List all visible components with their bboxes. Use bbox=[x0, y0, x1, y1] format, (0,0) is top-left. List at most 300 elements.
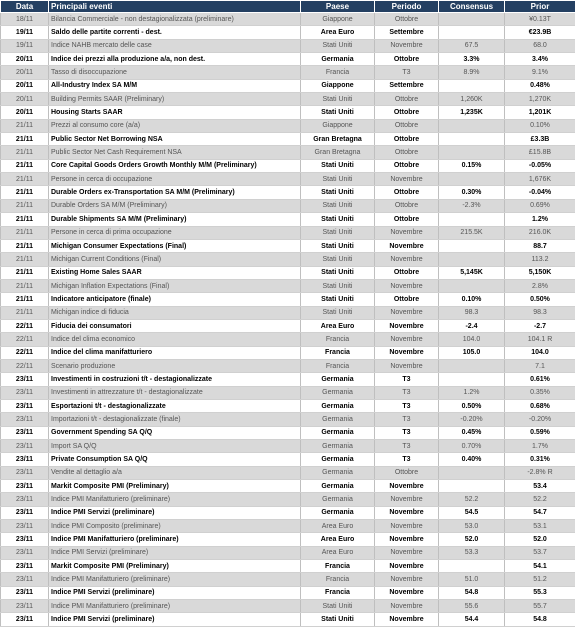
cell-prior: ¥0.13T bbox=[505, 13, 575, 26]
cell-date: 23/11 bbox=[1, 413, 49, 426]
cell-date: 19/11 bbox=[1, 39, 49, 52]
cell-date: 21/11 bbox=[1, 293, 49, 306]
cell-consensus: 53.3 bbox=[439, 546, 505, 559]
cell-period: Novembre bbox=[375, 359, 439, 372]
cell-date: 23/11 bbox=[1, 506, 49, 519]
cell-event: Indice PMI Servizi (preliminare) bbox=[49, 546, 301, 559]
cell-date: 20/11 bbox=[1, 93, 49, 106]
table-row bbox=[1, 546, 575, 559]
cell-date: 22/11 bbox=[1, 346, 49, 359]
cell-prior: 54.8 bbox=[505, 613, 575, 626]
cell-event: Scenario produzione bbox=[49, 359, 301, 372]
cell-country: Area Euro bbox=[301, 26, 375, 39]
cell-date: 20/11 bbox=[1, 66, 49, 79]
cell-consensus bbox=[439, 119, 505, 132]
cell-country: Stati Uniti bbox=[301, 213, 375, 226]
cell-date: 22/11 bbox=[1, 319, 49, 332]
cell-consensus: 52.0 bbox=[439, 533, 505, 546]
cell-event: Tasso di disoccupazione bbox=[49, 66, 301, 79]
cell-consensus bbox=[439, 133, 505, 146]
cell-event: Indice del clima manifatturiero bbox=[49, 346, 301, 359]
table-row bbox=[1, 586, 575, 599]
cell-prior: 52.0 bbox=[505, 533, 575, 546]
header-date: Data bbox=[1, 1, 49, 13]
table-row bbox=[1, 66, 575, 79]
cell-consensus: 0.70% bbox=[439, 440, 505, 453]
table-row bbox=[1, 480, 575, 493]
cell-country: Francia bbox=[301, 573, 375, 586]
cell-prior: 53.7 bbox=[505, 546, 575, 559]
cell-period: Novembre bbox=[375, 346, 439, 359]
cell-date: 23/11 bbox=[1, 440, 49, 453]
table-row bbox=[1, 413, 575, 426]
cell-prior: 7.1 bbox=[505, 359, 575, 372]
cell-consensus bbox=[439, 146, 505, 159]
cell-prior: £3.3B bbox=[505, 133, 575, 146]
cell-consensus bbox=[439, 466, 505, 479]
cell-country: Germania bbox=[301, 386, 375, 399]
table-body bbox=[1, 13, 575, 627]
cell-consensus: 98.3 bbox=[439, 306, 505, 319]
cell-date: 18/11 bbox=[1, 13, 49, 26]
cell-event: Saldo delle partite correnti - dest. bbox=[49, 26, 301, 39]
cell-consensus: -2.4 bbox=[439, 319, 505, 332]
table-row bbox=[1, 106, 575, 119]
cell-period: Ottobre bbox=[375, 53, 439, 66]
cell-country: Francia bbox=[301, 66, 375, 79]
cell-period: Settembre bbox=[375, 79, 439, 92]
cell-event: Michigan Current Conditions (Final) bbox=[49, 253, 301, 266]
cell-country: Germania bbox=[301, 506, 375, 519]
cell-period: Novembre bbox=[375, 333, 439, 346]
cell-event: Vendite al dettaglio a/a bbox=[49, 466, 301, 479]
cell-date: 23/11 bbox=[1, 586, 49, 599]
cell-country: Stati Uniti bbox=[301, 279, 375, 292]
cell-consensus bbox=[439, 480, 505, 493]
cell-country: Germania bbox=[301, 413, 375, 426]
table-row bbox=[1, 346, 575, 359]
table-row bbox=[1, 239, 575, 252]
cell-event: Core Capital Goods Orders Growth Monthly M/M (Preliminary) bbox=[49, 159, 301, 172]
cell-prior: 1,201K bbox=[505, 106, 575, 119]
cell-consensus: 0.10% bbox=[439, 293, 505, 306]
cell-period: T3 bbox=[375, 373, 439, 386]
cell-country: Stati Uniti bbox=[301, 93, 375, 106]
cell-date: 21/11 bbox=[1, 146, 49, 159]
cell-date: 23/11 bbox=[1, 533, 49, 546]
cell-event: Durable Shipments SA M/M (Preliminary) bbox=[49, 213, 301, 226]
table-row bbox=[1, 520, 575, 533]
cell-prior: 0.68% bbox=[505, 399, 575, 412]
cell-consensus: 0.50% bbox=[439, 399, 505, 412]
cell-prior: 54.1 bbox=[505, 560, 575, 573]
cell-prior: 53.4 bbox=[505, 480, 575, 493]
cell-prior: 104.0 bbox=[505, 346, 575, 359]
cell-date: 23/11 bbox=[1, 493, 49, 506]
cell-event: Private Consumption SA Q/Q bbox=[49, 453, 301, 466]
cell-consensus: 215.5K bbox=[439, 226, 505, 239]
cell-event: Michigan indice di fiducia bbox=[49, 306, 301, 319]
table-row bbox=[1, 119, 575, 132]
table-row bbox=[1, 133, 575, 146]
cell-prior: 0.50% bbox=[505, 293, 575, 306]
table-row bbox=[1, 493, 575, 506]
cell-country: Francia bbox=[301, 333, 375, 346]
table-row bbox=[1, 359, 575, 372]
cell-prior: 1.2% bbox=[505, 213, 575, 226]
cell-prior: -0.05% bbox=[505, 159, 575, 172]
cell-date: 21/11 bbox=[1, 239, 49, 252]
cell-prior: 3.4% bbox=[505, 53, 575, 66]
cell-event: Indice PMI Manifatturiero (preliminare) bbox=[49, 533, 301, 546]
cell-country: Germania bbox=[301, 440, 375, 453]
cell-event: Prezzi al consumo core (a/a) bbox=[49, 119, 301, 132]
cell-period: Novembre bbox=[375, 319, 439, 332]
cell-date: 23/11 bbox=[1, 573, 49, 586]
cell-prior: 51.2 bbox=[505, 573, 575, 586]
cell-period: Novembre bbox=[375, 573, 439, 586]
table-row bbox=[1, 600, 575, 613]
table-row bbox=[1, 373, 575, 386]
cell-consensus: 0.15% bbox=[439, 159, 505, 172]
cell-period: Novembre bbox=[375, 279, 439, 292]
table-row bbox=[1, 226, 575, 239]
header-prior: Prior bbox=[505, 1, 575, 13]
table-row bbox=[1, 613, 575, 626]
cell-date: 23/11 bbox=[1, 453, 49, 466]
cell-event: Indicatore anticipatore (finale) bbox=[49, 293, 301, 306]
table-row bbox=[1, 79, 575, 92]
cell-prior: 0.35% bbox=[505, 386, 575, 399]
header-country: Paese bbox=[301, 1, 375, 13]
table-row bbox=[1, 533, 575, 546]
cell-event: Indice PMI Manifatturiero (preliminare) bbox=[49, 573, 301, 586]
cell-country: Stati Uniti bbox=[301, 39, 375, 52]
cell-prior: 0.31% bbox=[505, 453, 575, 466]
cell-period: Novembre bbox=[375, 586, 439, 599]
cell-prior: 55.3 bbox=[505, 586, 575, 599]
cell-consensus: 0.40% bbox=[439, 453, 505, 466]
cell-consensus bbox=[439, 173, 505, 186]
cell-period: Ottobre bbox=[375, 466, 439, 479]
cell-date: 23/11 bbox=[1, 613, 49, 626]
cell-country: Giappone bbox=[301, 79, 375, 92]
cell-prior: 9.1% bbox=[505, 66, 575, 79]
table-row bbox=[1, 39, 575, 52]
cell-prior: -0.20% bbox=[505, 413, 575, 426]
cell-date: 21/11 bbox=[1, 253, 49, 266]
cell-country: Stati Uniti bbox=[301, 186, 375, 199]
cell-date: 23/11 bbox=[1, 466, 49, 479]
cell-country: Area Euro bbox=[301, 546, 375, 559]
cell-period: Novembre bbox=[375, 600, 439, 613]
cell-event: Indice PMI Manifatturiero (preliminare) bbox=[49, 600, 301, 613]
cell-consensus: 67.5 bbox=[439, 39, 505, 52]
cell-period: Novembre bbox=[375, 546, 439, 559]
cell-country: Area Euro bbox=[301, 533, 375, 546]
cell-country: Germania bbox=[301, 426, 375, 439]
cell-period: Novembre bbox=[375, 253, 439, 266]
cell-event: Fiducia dei consumatori bbox=[49, 319, 301, 332]
cell-country: Giappone bbox=[301, 13, 375, 26]
cell-country: Giappone bbox=[301, 119, 375, 132]
cell-event: Michigan Consumer Expectations (Final) bbox=[49, 239, 301, 252]
table-row bbox=[1, 13, 575, 26]
cell-country: Stati Uniti bbox=[301, 253, 375, 266]
cell-period: Novembre bbox=[375, 533, 439, 546]
cell-date: 21/11 bbox=[1, 159, 49, 172]
cell-event: Investimenti in costruzioni t/t - destagionalizzate bbox=[49, 373, 301, 386]
cell-period: Ottobre bbox=[375, 266, 439, 279]
cell-country: Stati Uniti bbox=[301, 266, 375, 279]
cell-consensus: -0.20% bbox=[439, 413, 505, 426]
cell-event: Building Permits SAAR (Preliminary) bbox=[49, 93, 301, 106]
header-period: Periodo bbox=[375, 1, 439, 13]
cell-country: Stati Uniti bbox=[301, 293, 375, 306]
cell-prior: 0.61% bbox=[505, 373, 575, 386]
table-row bbox=[1, 173, 575, 186]
cell-consensus: 8.9% bbox=[439, 66, 505, 79]
cell-date: 21/11 bbox=[1, 266, 49, 279]
table-row bbox=[1, 560, 575, 573]
cell-date: 20/11 bbox=[1, 53, 49, 66]
table-row bbox=[1, 386, 575, 399]
cell-consensus: 53.0 bbox=[439, 520, 505, 533]
cell-event: Durable Orders SA M/M (Preliminary) bbox=[49, 199, 301, 212]
cell-consensus bbox=[439, 213, 505, 226]
cell-event: Importazioni t/t - destagionalizzate (finale) bbox=[49, 413, 301, 426]
cell-country: Area Euro bbox=[301, 319, 375, 332]
cell-country: Stati Uniti bbox=[301, 199, 375, 212]
cell-consensus bbox=[439, 560, 505, 573]
cell-event: Indice del clima economico bbox=[49, 333, 301, 346]
cell-date: 23/11 bbox=[1, 520, 49, 533]
cell-country: Gran Bretagna bbox=[301, 133, 375, 146]
cell-country: Francia bbox=[301, 560, 375, 573]
table-row bbox=[1, 186, 575, 199]
cell-prior: 88.7 bbox=[505, 239, 575, 252]
cell-date: 21/11 bbox=[1, 306, 49, 319]
cell-event: Markit Composite PMI (Preliminary) bbox=[49, 480, 301, 493]
cell-period: Novembre bbox=[375, 493, 439, 506]
cell-date: 21/11 bbox=[1, 186, 49, 199]
cell-prior: 98.3 bbox=[505, 306, 575, 319]
cell-prior: 1,270K bbox=[505, 93, 575, 106]
cell-consensus: 52.2 bbox=[439, 493, 505, 506]
cell-country: Germania bbox=[301, 453, 375, 466]
cell-date: 23/11 bbox=[1, 600, 49, 613]
table-row bbox=[1, 199, 575, 212]
cell-date: 22/11 bbox=[1, 359, 49, 372]
cell-period: T3 bbox=[375, 426, 439, 439]
cell-prior: 1.7% bbox=[505, 440, 575, 453]
cell-date: 23/11 bbox=[1, 373, 49, 386]
cell-period: Ottobre bbox=[375, 146, 439, 159]
table-row bbox=[1, 293, 575, 306]
cell-period: Novembre bbox=[375, 613, 439, 626]
cell-period: Ottobre bbox=[375, 199, 439, 212]
table-row bbox=[1, 506, 575, 519]
cell-consensus: 1,235K bbox=[439, 106, 505, 119]
cell-period: Ottobre bbox=[375, 119, 439, 132]
header-row bbox=[1, 1, 575, 13]
cell-period: Novembre bbox=[375, 560, 439, 573]
cell-country: Germania bbox=[301, 466, 375, 479]
cell-country: Germania bbox=[301, 493, 375, 506]
header-consensus: Consensus bbox=[439, 1, 505, 13]
cell-period: Novembre bbox=[375, 480, 439, 493]
cell-prior: 55.7 bbox=[505, 600, 575, 613]
table-row bbox=[1, 26, 575, 39]
cell-consensus bbox=[439, 279, 505, 292]
cell-event: Durable Orders ex-Transportation SA M/M (Preliminary) bbox=[49, 186, 301, 199]
cell-country: Germania bbox=[301, 373, 375, 386]
cell-period: Novembre bbox=[375, 239, 439, 252]
cell-prior: -2.7 bbox=[505, 319, 575, 332]
cell-consensus bbox=[439, 373, 505, 386]
cell-consensus: 55.6 bbox=[439, 600, 505, 613]
cell-period: Novembre bbox=[375, 173, 439, 186]
cell-event: Indice PMI Servizi (preliminare) bbox=[49, 586, 301, 599]
cell-date: 21/11 bbox=[1, 279, 49, 292]
cell-period: Ottobre bbox=[375, 106, 439, 119]
cell-prior: 2.8% bbox=[505, 279, 575, 292]
cell-consensus: -2.3% bbox=[439, 199, 505, 212]
cell-consensus bbox=[439, 13, 505, 26]
cell-period: Novembre bbox=[375, 226, 439, 239]
cell-prior: 53.1 bbox=[505, 520, 575, 533]
cell-period: Settembre bbox=[375, 26, 439, 39]
cell-date: 21/11 bbox=[1, 173, 49, 186]
cell-country: Gran Bretagna bbox=[301, 146, 375, 159]
cell-period: T3 bbox=[375, 66, 439, 79]
cell-date: 21/11 bbox=[1, 119, 49, 132]
cell-country: Francia bbox=[301, 359, 375, 372]
cell-event: Markit Composite PMI (Preliminary) bbox=[49, 560, 301, 573]
cell-event: Public Sector Net Borrowing NSA bbox=[49, 133, 301, 146]
cell-country: Germania bbox=[301, 53, 375, 66]
table-row bbox=[1, 333, 575, 346]
cell-consensus: 105.0 bbox=[439, 346, 505, 359]
cell-country: Francia bbox=[301, 586, 375, 599]
cell-event: Existing Home Sales SAAR bbox=[49, 266, 301, 279]
cell-event: Indice dei prezzi alla produzione a/a, non dest. bbox=[49, 53, 301, 66]
cell-consensus: 1,260K bbox=[439, 93, 505, 106]
cell-prior: 5,150K bbox=[505, 266, 575, 279]
cell-consensus bbox=[439, 79, 505, 92]
cell-consensus bbox=[439, 26, 505, 39]
cell-date: 22/11 bbox=[1, 333, 49, 346]
cell-period: Ottobre bbox=[375, 213, 439, 226]
cell-prior: 1,676K bbox=[505, 173, 575, 186]
cell-event: Government Spending SA Q/Q bbox=[49, 426, 301, 439]
cell-consensus: 104.0 bbox=[439, 333, 505, 346]
cell-country: Stati Uniti bbox=[301, 600, 375, 613]
cell-consensus: 54.4 bbox=[439, 613, 505, 626]
cell-event: Indice PMI Servizi (preliminare) bbox=[49, 506, 301, 519]
cell-period: T3 bbox=[375, 440, 439, 453]
cell-consensus: 0.45% bbox=[439, 426, 505, 439]
cell-prior: 113.2 bbox=[505, 253, 575, 266]
cell-event: Indice PMI Manifatturiero (preliminare) bbox=[49, 493, 301, 506]
cell-period: Ottobre bbox=[375, 186, 439, 199]
cell-period: Novembre bbox=[375, 506, 439, 519]
cell-event: Indice PMI Servizi (preliminare) bbox=[49, 613, 301, 626]
cell-event: Housing Starts SAAR bbox=[49, 106, 301, 119]
cell-country: Stati Uniti bbox=[301, 173, 375, 186]
cell-prior: £15.8B bbox=[505, 146, 575, 159]
cell-country: Stati Uniti bbox=[301, 306, 375, 319]
table-row bbox=[1, 279, 575, 292]
cell-event: Indice PMI Composito (preliminare) bbox=[49, 520, 301, 533]
cell-date: 23/11 bbox=[1, 386, 49, 399]
cell-period: Ottobre bbox=[375, 293, 439, 306]
cell-consensus: 3.3% bbox=[439, 53, 505, 66]
cell-date: 21/11 bbox=[1, 213, 49, 226]
table-row bbox=[1, 306, 575, 319]
cell-date: 19/11 bbox=[1, 26, 49, 39]
table-row bbox=[1, 466, 575, 479]
table-row bbox=[1, 440, 575, 453]
cell-period: Novembre bbox=[375, 39, 439, 52]
cell-prior: 54.7 bbox=[505, 506, 575, 519]
cell-period: T3 bbox=[375, 453, 439, 466]
cell-consensus: 0.30% bbox=[439, 186, 505, 199]
table-row bbox=[1, 146, 575, 159]
table-row bbox=[1, 159, 575, 172]
cell-event: Public Sector Net Cash Requirement NSA bbox=[49, 146, 301, 159]
cell-prior: 0.59% bbox=[505, 426, 575, 439]
cell-prior: -2.8% R bbox=[505, 466, 575, 479]
cell-event: Persone in cerca di prima occupazione bbox=[49, 226, 301, 239]
table-row bbox=[1, 213, 575, 226]
table-row bbox=[1, 266, 575, 279]
cell-period: Novembre bbox=[375, 520, 439, 533]
table-row bbox=[1, 573, 575, 586]
cell-event: Investimenti in attrezzature t/t - destagionalizzate bbox=[49, 386, 301, 399]
cell-country: Stati Uniti bbox=[301, 159, 375, 172]
cell-date: 21/11 bbox=[1, 133, 49, 146]
cell-consensus bbox=[439, 359, 505, 372]
header-event: Principali eventi bbox=[49, 1, 301, 13]
cell-event: Indice NAHB mercato delle case bbox=[49, 39, 301, 52]
table-row bbox=[1, 253, 575, 266]
cell-consensus: 54.5 bbox=[439, 506, 505, 519]
cell-consensus bbox=[439, 253, 505, 266]
cell-country: Francia bbox=[301, 346, 375, 359]
table-row bbox=[1, 426, 575, 439]
cell-period: T3 bbox=[375, 386, 439, 399]
cell-event: Bilancia Commerciale - non destagionalizzata (preliminare) bbox=[49, 13, 301, 26]
cell-prior: -0.04% bbox=[505, 186, 575, 199]
cell-country: Stati Uniti bbox=[301, 106, 375, 119]
cell-date: 21/11 bbox=[1, 199, 49, 212]
cell-prior: 0.10% bbox=[505, 119, 575, 132]
cell-event: Esportazioni t/t - destagionalizzate bbox=[49, 399, 301, 412]
table-row bbox=[1, 399, 575, 412]
cell-date: 21/11 bbox=[1, 226, 49, 239]
table-row bbox=[1, 319, 575, 332]
cell-prior: €23.9B bbox=[505, 26, 575, 39]
cell-country: Germania bbox=[301, 480, 375, 493]
cell-period: Ottobre bbox=[375, 13, 439, 26]
cell-consensus: 1.2% bbox=[439, 386, 505, 399]
cell-period: Ottobre bbox=[375, 159, 439, 172]
cell-country: Area Euro bbox=[301, 520, 375, 533]
cell-date: 23/11 bbox=[1, 399, 49, 412]
cell-date: 23/11 bbox=[1, 546, 49, 559]
cell-prior: 0.69% bbox=[505, 199, 575, 212]
